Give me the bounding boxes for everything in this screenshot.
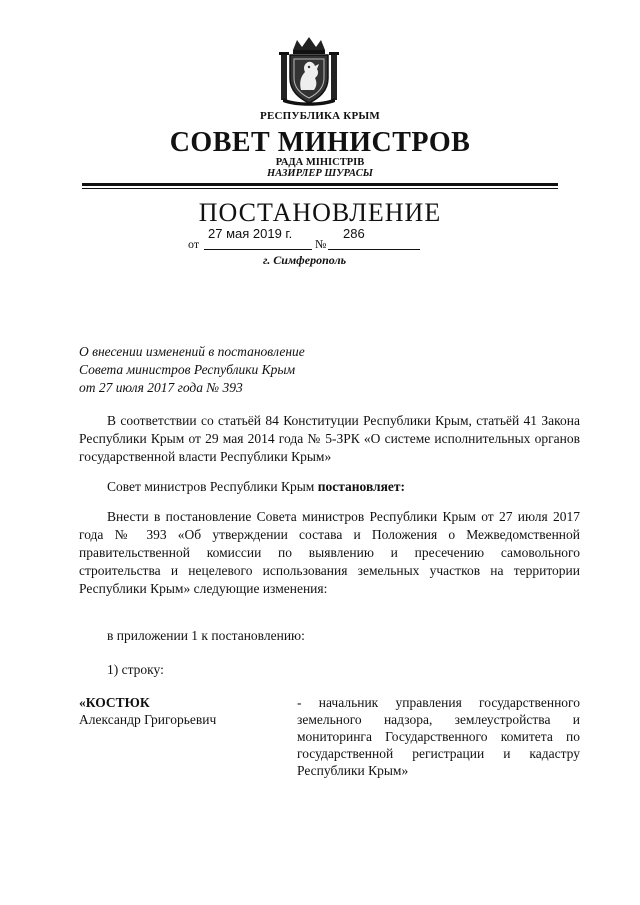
from-label: от (188, 237, 200, 251)
council-name: СОВЕТ МИНИСТРОВ (169, 127, 471, 158)
item-text: 1) строку: (107, 662, 164, 677)
resolves-prefix: Совет министров Республики Крым (107, 479, 318, 494)
number-label: № (315, 237, 327, 251)
council-name-crimean-tatar: НАЗИРЛЕР ШУРАСЫ (267, 168, 373, 179)
item-paragraph (79, 661, 580, 679)
republic-name: РЕСПУБЛИКА КРЫМ (260, 110, 380, 122)
annex-paragraph (79, 627, 580, 645)
header-divider-thin (82, 188, 558, 189)
member-given-name: Александр Григорьевич (79, 712, 217, 727)
header-divider-thick (82, 183, 558, 186)
member-position: - начальник управления государственного земельного надзора, землеустройства и мониторинга Государственного комитета по государственной регистрации и кадастру Республики Крым» (297, 695, 580, 778)
member-surname: «КОСТЮК (79, 695, 150, 710)
amendment-text: Внести в постановление Совета министров Республики Крым от 27 июля 2017 года № 393 «Об утверждении состава и Положения о Межведомственной правительственной комиссии по выявлению и пресечению самовольного строительства и нецелевого использования земельных участков на территории Республики Крым» следующие изменения: (79, 509, 580, 596)
subject-line: Совета министров Республики Крым (79, 362, 296, 377)
resolution-number: 286 (343, 226, 365, 241)
coat-of-arms-icon (277, 34, 341, 106)
subject-line: от 27 июля 2017 года № 393 (79, 380, 243, 395)
document-title: ПОСТАНОВЛЕНИЕ (198, 198, 442, 227)
preamble-paragraph (79, 412, 580, 466)
annex-text: в приложении 1 к постановлению: (107, 628, 305, 643)
date-underline (204, 249, 312, 250)
subject-line: О внесении изменений в постановление (79, 344, 305, 359)
city: г. Симферополь (263, 253, 347, 267)
resolves-paragraph (79, 478, 580, 496)
preamble-text: В соответствии со статьёй 84 Конституции Республики Крым, статьёй 41 Закона Республики Крым от 29 мая 2014 года № 5-ЗРК «О системе исполнительных органов государственной власти Республики Крым» (79, 413, 580, 464)
resolves-keyword: постановляет: (317, 479, 406, 494)
amendment-paragraph (79, 508, 580, 598)
member-name-block (79, 694, 216, 728)
subject-block (79, 343, 305, 397)
resolution-date: 27 мая 2019 г. (208, 226, 293, 241)
number-underline (328, 249, 420, 250)
council-name-ukrainian: РАДА МІНІСТРІВ (275, 157, 365, 168)
date-number-line (188, 226, 458, 252)
